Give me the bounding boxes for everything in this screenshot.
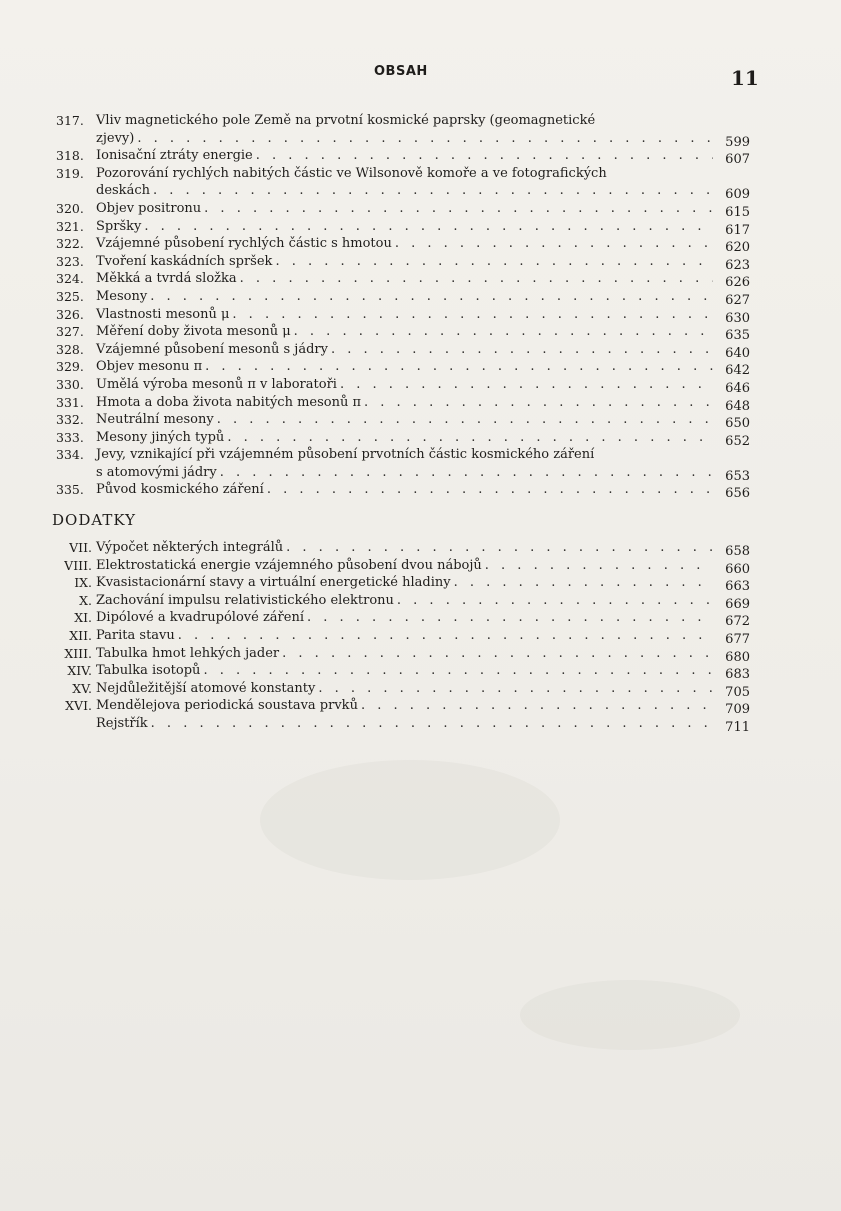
toc-entry-line (96, 481, 750, 502)
toc-entry (56, 557, 750, 575)
toc-entry-number: XI. (74, 610, 92, 626)
dot-leader (232, 306, 713, 324)
dot-leader (395, 235, 713, 253)
dot-leader (204, 200, 713, 218)
toc-entry-page: 640 (725, 345, 750, 361)
toc-entry-line (96, 645, 750, 663)
toc-entry-page: 677 (725, 632, 750, 648)
toc-entry-line (96, 288, 750, 306)
toc-entry-body (96, 411, 750, 432)
toc-entry-number: 329. (56, 359, 84, 375)
toc-entry-title: Nejdůležitější atomové konstanty (96, 680, 316, 696)
toc-entry-title-line1: Pozorování rychlých nabitých částic ve Wilsonově komoře a ve fotografických (96, 165, 607, 181)
toc-entry (56, 609, 750, 630)
toc-entry-title: Mesony jiných typů (96, 429, 225, 445)
toc-entry-number: 326. (56, 306, 84, 322)
toc-entry-number: X. (79, 592, 92, 608)
toc-entry-line (96, 429, 750, 447)
toc-entry-page: 709 (725, 702, 750, 718)
toc-entry (56, 147, 750, 168)
toc-entry-line (96, 394, 750, 412)
toc-entry-title: Dipólové a kvadrupólové záření (96, 610, 304, 626)
toc-entry-line (96, 306, 750, 324)
dot-leader (454, 574, 713, 592)
toc-entry-number: 331. (56, 394, 84, 410)
toc-entry (56, 697, 750, 718)
toc-entry-line (96, 182, 750, 203)
toc-entry-page: 683 (725, 667, 750, 683)
toc-entry-body (96, 645, 750, 663)
toc-entry-number: 319. (56, 165, 84, 181)
toc-entry-body (96, 270, 750, 291)
appendix-heading: DODATKY (52, 511, 137, 530)
toc-entry-body (96, 288, 750, 306)
dot-leader (240, 270, 713, 288)
toc-entry-number: XIII. (64, 645, 92, 661)
toc-entry-page: 648 (725, 398, 750, 414)
toc-entry-body (96, 235, 750, 256)
toc-entry-page: 652 (725, 433, 750, 449)
toc-entry-title: Tabulka isotopů (96, 663, 201, 679)
toc-entry-page: 658 (725, 544, 750, 560)
toc-entry (56, 680, 750, 698)
toc-entry-title: Výpočet některých integrálů (96, 540, 284, 556)
toc-entry-page: 672 (725, 614, 750, 630)
dot-leader (178, 627, 713, 645)
toc-entry (56, 481, 750, 502)
toc-entry-body (96, 446, 750, 484)
toc-entry-number: 323. (56, 253, 84, 269)
toc-entry-page: 711 (725, 720, 750, 735)
toc-entry-line (96, 130, 750, 148)
toc-entry (56, 112, 750, 150)
toc-entry-body (96, 112, 750, 150)
page-stain (260, 760, 560, 880)
dot-leader (267, 481, 713, 499)
toc-entry-title: Původ kosmického záření (96, 482, 264, 498)
toc-entry-page: 669 (725, 596, 750, 612)
toc-entry-body (96, 574, 750, 595)
toc-entry (56, 358, 750, 379)
dot-leader (150, 288, 713, 306)
dot-leader (364, 394, 713, 412)
toc-entry (56, 165, 750, 203)
dot-leader (361, 697, 713, 715)
toc-entry-title: Neutrální mesony (96, 412, 214, 428)
toc-entry-line (96, 592, 750, 610)
toc-entry-title: Tvoření kaskádních spršek (96, 253, 273, 269)
toc-entry (56, 411, 750, 432)
toc-entry-title: Hmota a doba života nabitých mesonů π (96, 394, 362, 410)
toc-entry (56, 394, 750, 412)
toc-entry-body (96, 557, 750, 575)
toc-entry-page: 705 (725, 684, 750, 700)
toc-entry-page: 599 (725, 134, 750, 150)
toc-entry-page: 663 (725, 579, 750, 595)
toc-entry-page: 630 (725, 310, 750, 326)
toc-entry-page: 623 (725, 257, 750, 273)
toc-entry-page: 653 (725, 468, 750, 484)
dot-leader (331, 341, 713, 359)
toc-entry-line (96, 323, 750, 344)
toc-entry-title: Rejstřík (96, 716, 148, 731)
toc-entry-title: Zachování impulsu relativistického elektronu (96, 592, 394, 608)
dot-leader (220, 464, 713, 482)
toc-entry-number: 320. (56, 200, 84, 216)
toc-entry (56, 627, 750, 648)
toc-entry-page: 650 (725, 416, 750, 432)
toc-entry-line (96, 697, 750, 718)
toc-entry-body (96, 609, 750, 630)
toc-entry-number: 318. (56, 148, 84, 164)
toc-entry-line (96, 270, 750, 291)
dot-leader (485, 557, 713, 575)
toc-entry-line (96, 376, 750, 394)
toc-entry-page: 656 (725, 486, 750, 502)
toc-entry-body (96, 358, 750, 379)
toc-entry-number: VII. (69, 540, 92, 556)
toc-entry-line (96, 662, 750, 683)
toc-entry-page: 660 (725, 561, 750, 577)
toc-entry-title-line2: deskách (96, 183, 150, 199)
toc-entry-title: Ionisační ztráty energie (96, 148, 253, 164)
toc-entry-number: 334. (56, 447, 84, 463)
toc-entry-body (96, 165, 750, 203)
toc-entry (56, 645, 750, 663)
dot-leader (294, 323, 713, 341)
toc-entry-line (96, 627, 750, 648)
toc-entry-title: Objev positronu (96, 200, 202, 216)
toc-entry-title: Měření doby života mesonů μ (96, 324, 291, 340)
toc-entry-body (96, 592, 750, 610)
toc-entry-title: Mendělejova periodická soustava prvků (96, 698, 358, 714)
toc-entry-body (96, 715, 750, 733)
dot-leader (282, 645, 713, 663)
toc-entry-title-line1: Vliv magnetického pole Země na prvotní kosmické paprsky (geomagnetické (96, 113, 596, 128)
toc-entry-title: Elektrostatická energie vzájemného působení dvou nábojů (96, 557, 482, 573)
toc-entry-line (96, 147, 750, 168)
toc-entry-page: 607 (725, 152, 750, 168)
dot-leader (151, 715, 713, 733)
toc-entry-page: 609 (725, 187, 750, 203)
toc-entry-number: 328. (56, 341, 84, 357)
dot-leader (397, 592, 713, 610)
toc-entry-line (96, 609, 750, 630)
dot-leader (153, 182, 713, 200)
toc-entry (56, 323, 750, 344)
toc-entry-number: 317. (56, 113, 84, 128)
toc-entry-title-line2: zjevy) (96, 130, 135, 146)
toc-entry-body (96, 323, 750, 344)
toc-entry-body (96, 253, 750, 271)
toc-entry-line (96, 358, 750, 379)
toc-entry (56, 235, 750, 256)
toc-entry-body (96, 662, 750, 683)
toc-entry-number: 330. (56, 376, 84, 392)
page-stain (520, 980, 740, 1050)
toc-entry (56, 341, 750, 359)
toc-entry-title: Měkká a tvrdá složka (96, 271, 237, 287)
toc-entry (56, 288, 750, 306)
toc-entry (56, 429, 750, 447)
toc-entry-line (96, 235, 750, 256)
toc-entry (56, 446, 750, 484)
toc-entry-line (96, 200, 750, 218)
toc-entry (56, 306, 750, 324)
toc-entry-body (96, 429, 750, 447)
toc-entry-title: Tabulka hmot lehkých jader (96, 645, 280, 661)
dot-leader (286, 539, 713, 557)
dot-leader (256, 147, 713, 165)
toc-entry-number: XVI. (65, 698, 92, 714)
toc-entry-line (96, 411, 750, 432)
toc-entry-line (96, 341, 750, 359)
toc-entry-page: 642 (725, 363, 750, 379)
toc-entry-title: Vlastnosti mesonů μ (96, 306, 230, 322)
running-header-title: OBSAH (374, 64, 428, 79)
toc-entry-number: XV. (72, 680, 92, 696)
toc-chapter-list (56, 112, 750, 502)
toc-entry-title-line2: s atomovými jádry (96, 464, 217, 480)
toc-entry-number: 324. (56, 271, 84, 287)
toc-entry-page: 646 (725, 380, 750, 396)
toc-entry-number: 325. (56, 288, 84, 304)
toc-entry-body (96, 394, 750, 412)
toc-entry (56, 376, 750, 394)
toc-entry-body (96, 680, 750, 698)
toc-entry-title: Vzájemné působení mesonů s jádry (96, 341, 328, 357)
toc-entry-body (96, 218, 750, 236)
dot-leader (227, 429, 713, 447)
toc-entry-title: Vzájemné působení rychlých částic s hmotou (96, 236, 392, 252)
toc-entry-body (96, 341, 750, 359)
page-number: 11 (731, 66, 759, 90)
toc-entry-number: 322. (56, 236, 84, 252)
toc-entry-title: Kvasistacionární stavy a virtuální energetické hladiny (96, 575, 451, 591)
dot-leader (203, 662, 713, 680)
toc-entry-page: 627 (725, 292, 750, 308)
toc-entry (56, 270, 750, 291)
toc-entry-page: 680 (725, 649, 750, 665)
toc-entry-line (96, 539, 750, 560)
toc-entry-number: XII. (69, 628, 92, 644)
toc-entry-number: IX. (74, 575, 92, 591)
toc-entry-page: 617 (725, 222, 750, 238)
toc-entry (56, 662, 750, 683)
toc-entry-body (96, 200, 750, 218)
toc-entry-body (96, 627, 750, 648)
dot-leader (205, 358, 713, 376)
toc-entry-page: 635 (725, 328, 750, 344)
toc-entry-page: 626 (725, 275, 750, 291)
toc-entry-body (96, 539, 750, 560)
dot-leader (340, 376, 713, 394)
toc-entry-title-line1: Jevy, vznikající při vzájemném působení prvotních částic kosmického záření (96, 447, 595, 463)
toc-entry-line (96, 253, 750, 271)
toc-appendix-list (56, 539, 750, 733)
toc-entry-body (96, 147, 750, 168)
toc-entry-line (96, 574, 750, 595)
toc-entry-title: Umělá výroba mesonů π v laboratoři (96, 376, 337, 392)
toc-entry-line (96, 218, 750, 236)
toc-entry-page: 620 (725, 240, 750, 256)
toc-entry (56, 574, 750, 595)
toc-entry-body (96, 306, 750, 324)
table-of-contents (52, 112, 750, 735)
toc-entry (56, 592, 750, 610)
toc-entry-title: Spršky (96, 218, 142, 234)
toc-entry-line (96, 464, 750, 482)
toc-entry (56, 715, 750, 733)
toc-entry-number: 335. (56, 482, 84, 498)
dot-leader (144, 218, 713, 236)
toc-entry-title: Mesony (96, 288, 148, 304)
toc-entry-title: Parita stavu (96, 628, 175, 644)
toc-entry-line (96, 557, 750, 575)
toc-entry-body (96, 697, 750, 718)
toc-entry-number: 333. (56, 429, 84, 445)
toc-entry-number: 327. (56, 324, 84, 340)
toc-entry-number: XIV. (67, 663, 92, 679)
toc-entry (56, 200, 750, 218)
dot-leader (275, 253, 713, 271)
toc-entry-body (96, 376, 750, 394)
toc-entry-body (96, 481, 750, 502)
toc-entry-line (96, 715, 750, 733)
toc-entry-page: 615 (725, 204, 750, 220)
toc-entry-line (96, 680, 750, 698)
dot-leader (307, 609, 713, 627)
toc-entry-number: 321. (56, 218, 84, 234)
toc-entry (56, 253, 750, 271)
dot-leader (318, 680, 713, 698)
toc-entry-number: 332. (56, 412, 84, 428)
dot-leader (217, 411, 713, 429)
toc-entry (56, 218, 750, 236)
toc-entry-number: VIII. (64, 557, 92, 573)
toc-entry (56, 539, 750, 560)
dot-leader (137, 130, 713, 148)
toc-entry-title: Objev mesonu π (96, 359, 203, 375)
